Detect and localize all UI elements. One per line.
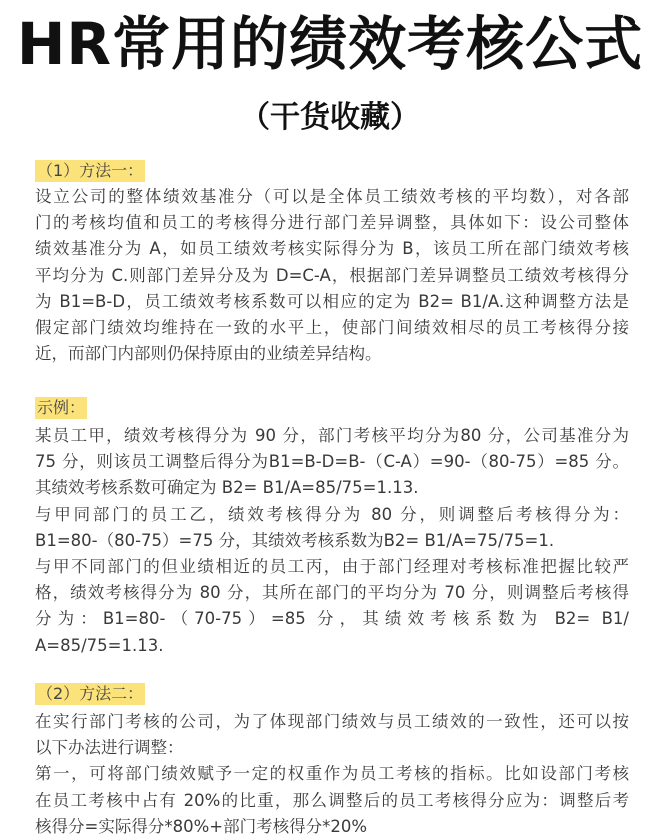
paragraph-line: 在员工考核中占有 20%的比重，那么调整后的员工考核得分应为：调整后考 <box>35 790 629 810</box>
paragraph-line: 假定部门绩效均维持在一致的水平上，使部门间绩效相尽的员工考核得分接 <box>35 317 629 337</box>
paragraph-line: 以下办法进行调整： <box>35 738 184 758</box>
page-title: HR常用的绩效考核公式 <box>16 10 644 78</box>
paragraph-line: 分为：B1=80-（70-75）=85 分，其绩效考核系数为 B2= B1/ <box>35 609 629 629</box>
paragraph-line: B1=80-（80-75）=75 分，其绩效考核系数为B2= B1/A=75/75=1. <box>35 530 555 550</box>
paragraph-line: 平均分为 C.则部门差异分及为 D=C-A，根据部门差异调整员工绩效考核得分 <box>35 265 629 285</box>
paragraph-line: 核得分=实际得分*80%+部门考核得分*20% <box>35 816 367 836</box>
paragraph-line: 格，绩效考核得分为 80 分，其所在部门的平均分为 70 分，则调整后考核得 <box>35 583 629 603</box>
section-heading: 示例： <box>37 398 86 417</box>
paragraph-line: 在实行部门考核的公司，为了体现部门绩效与员工绩效的一致性，还可以按 <box>35 712 629 731</box>
paragraph-line: 第一，可将部门绩效赋予一定的权重作为员工考核的指标。比如设部门考核 <box>35 764 629 784</box>
paragraph-line: 近，而部门内部则仍保持原由的业绩差异结构。 <box>35 344 382 364</box>
paragraph-line: A=85/75=1.13. <box>35 635 164 655</box>
paragraph-line: 为 B1=B-D，员工绩效考核系数可以相应的定为 B2= B1/A.这种调整方法是 <box>35 291 629 311</box>
paragraph-line: 设立公司的整体绩效基准分（可以是全体员工绩效考核的平均数），对各部 <box>35 187 629 206</box>
section-method-one <box>35 160 629 367</box>
paragraph-line: 与甲同部门的员工乙，绩效考核得分为 80 分，则调整后考核得分为： <box>35 504 629 524</box>
section-heading: （2）方法二： <box>37 684 144 703</box>
section-heading: （1）方法一： <box>37 161 144 180</box>
section-example <box>35 397 629 659</box>
paragraph-line: 其绩效考核系数可确定为 B2= B1/A=85/75=1.13. <box>35 478 419 498</box>
paragraph-line: 绩效基准分为 A，如员工绩效考核实际得分为 B，该员工所在部门绩效考核 <box>35 239 629 259</box>
paragraph-line: 门的考核均值和员工的考核得分进行部门差异调整，具体如下：设公司整体 <box>35 213 629 233</box>
section-method-two <box>35 683 629 840</box>
page-subtitle: （干货收藏） <box>240 100 420 135</box>
paragraph-line: 75 分，则该员工调整后得分为B1=B-D=B-（C-A）=90-（80-75）=85 分。 <box>35 452 629 472</box>
paragraph-line: 某员工甲，绩效考核得分为 90 分，部门考核平均分为80 分，公司基准分为 <box>35 426 629 445</box>
paragraph-line: 与甲不同部门的但业绩相近的员工丙，由于部门经理对考核标准把握比较严 <box>35 556 629 576</box>
